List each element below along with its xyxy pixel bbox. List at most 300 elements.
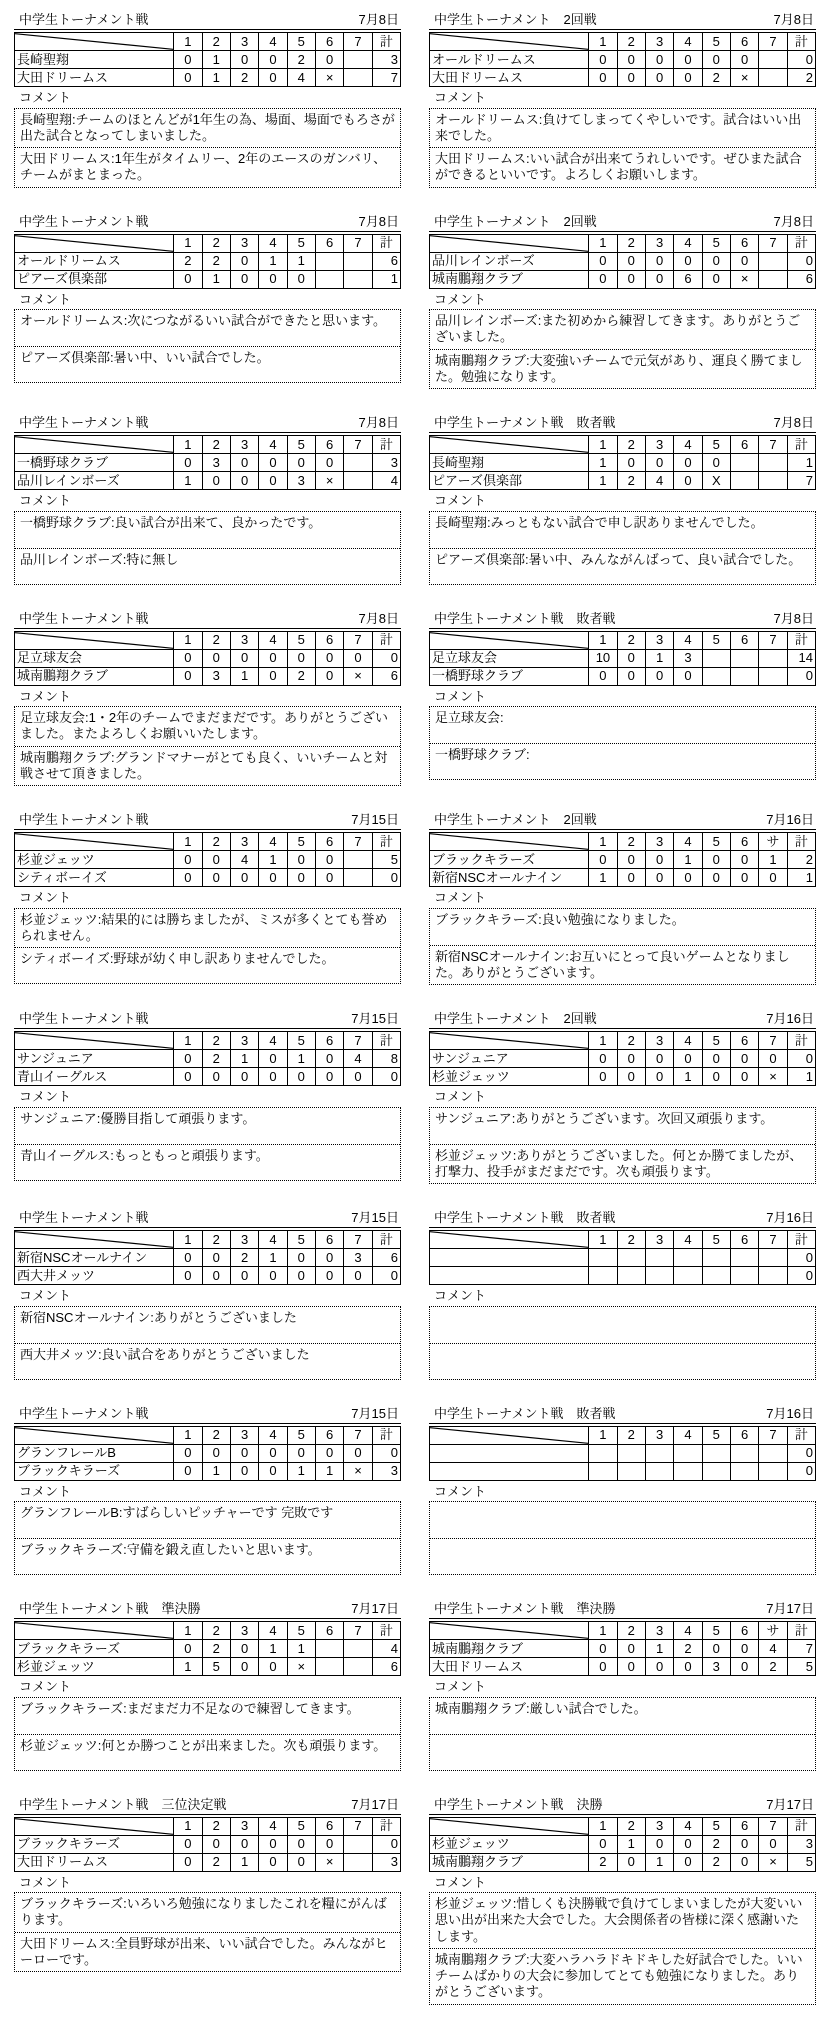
team-name-cell <box>430 1249 589 1267</box>
total-score-cell: 14 <box>787 649 815 667</box>
team-inning-diagonal-cell <box>15 1032 174 1050</box>
inning-score-cell: 4 <box>645 472 673 490</box>
inning-column-header: 4 <box>259 833 287 851</box>
inning-column-header: 3 <box>645 33 673 51</box>
comment-item: 城南鵬翔クラブ:厳しい試合でした。 <box>435 1700 647 1716</box>
inning-column-header: 7 <box>344 33 372 51</box>
total-score-cell: 0 <box>787 1050 815 1068</box>
inning-score-cell: 0 <box>730 1658 758 1676</box>
inning-score-cell: 0 <box>230 1267 258 1285</box>
inning-column-header: 6 <box>315 1231 343 1249</box>
inning-score-cell: 0 <box>589 69 617 87</box>
game-date: 7月8日 <box>358 610 399 626</box>
team-name-cell: 杉並ジェッツ <box>430 1835 589 1853</box>
comments-label: コメント <box>434 1679 487 1695</box>
team-name-cell: オールドリームス <box>15 252 174 270</box>
inning-score-cell: 1 <box>174 472 202 490</box>
inning-column-header: 3 <box>230 1231 258 1249</box>
score-table <box>429 1426 816 1481</box>
inning-score-cell: 0 <box>730 51 758 69</box>
inning-score-cell: 1 <box>589 472 617 490</box>
game-date: 7月8日 <box>773 12 814 27</box>
total-score-cell: 3 <box>372 1462 400 1480</box>
inning-score-cell <box>589 1444 617 1462</box>
inning-score-cell <box>702 1462 730 1480</box>
inning-score-cell: 1 <box>202 1462 230 1480</box>
team-name-cell: ピアーズ倶楽部 <box>15 270 174 288</box>
inning-score-cell <box>702 649 730 667</box>
inning-column-header: 4 <box>674 1032 702 1050</box>
inning-score-cell: 1 <box>759 851 787 869</box>
inning-score-cell: 2 <box>702 1835 730 1853</box>
inning-column-header: 2 <box>617 33 645 51</box>
inning-score-cell <box>730 649 758 667</box>
inning-score-cell <box>730 1462 758 1480</box>
inning-score-cell <box>344 51 372 69</box>
score-table <box>14 1230 401 1285</box>
inning-column-header: 1 <box>589 1622 617 1640</box>
comments-label: コメント <box>19 1288 72 1304</box>
inning-column-header: 計 <box>372 1426 400 1444</box>
total-score-cell: 2 <box>787 69 815 87</box>
inning-score-cell: 0 <box>617 252 645 270</box>
inning-score-cell: 0 <box>730 1050 758 1068</box>
game-header <box>429 1797 816 1815</box>
comments-box <box>14 1306 401 1380</box>
inning-column-header: 1 <box>174 833 202 851</box>
team-row <box>15 69 401 87</box>
inning-column-header: 2 <box>202 1231 230 1249</box>
inning-column-header: 3 <box>645 631 673 649</box>
team-inning-diagonal-cell <box>430 833 589 851</box>
comments-box <box>14 108 401 188</box>
innings-header-row <box>430 436 816 454</box>
inning-column-header: 2 <box>617 234 645 252</box>
inning-score-cell: 3 <box>702 1658 730 1676</box>
inning-score-cell: 0 <box>589 1068 617 1086</box>
inning-column-header: 3 <box>230 1426 258 1444</box>
innings-header-row <box>15 1622 401 1640</box>
inning-score-cell: × <box>730 69 758 87</box>
game-header <box>14 1406 401 1424</box>
total-score-cell: 8 <box>372 1050 400 1068</box>
game-title: 中学生トーナメント戦 <box>19 1011 149 1026</box>
game-date: 7月8日 <box>358 213 399 229</box>
total-score-cell: 0 <box>372 1835 400 1853</box>
inning-score-cell: 0 <box>674 667 702 685</box>
total-score-cell: 2 <box>787 851 815 869</box>
inning-score-cell: 0 <box>174 1444 202 1462</box>
innings-header-row <box>430 1426 816 1444</box>
game-title: 中学生トーナメント戦 <box>19 1210 149 1225</box>
inning-column-header: 4 <box>674 1817 702 1835</box>
inning-score-cell: 0 <box>259 1853 287 1871</box>
game-header <box>429 611 816 629</box>
score-table <box>429 435 816 490</box>
score-table <box>429 1031 816 1086</box>
inning-score-cell: 0 <box>259 51 287 69</box>
inning-score-cell: 0 <box>759 869 787 887</box>
inning-score-cell: × <box>287 1658 315 1676</box>
inning-column-header: 1 <box>589 436 617 454</box>
inning-score-cell: 1 <box>230 667 258 685</box>
game-header <box>14 1601 401 1619</box>
inning-column-header: サ <box>759 1622 787 1640</box>
inning-score-cell: 0 <box>230 1658 258 1676</box>
game-block <box>429 415 816 585</box>
game-block <box>14 1406 401 1576</box>
inning-column-header: 6 <box>315 631 343 649</box>
innings-header-row <box>15 1426 401 1444</box>
game-title: 中学生トーナメント戦 準決勝 <box>19 1601 201 1616</box>
inning-score-cell: 0 <box>617 270 645 288</box>
comment-item: 大田ドリームス:1年生がタイムリー、2年のエースのガンバリ、チームがまとまった。 <box>15 147 400 187</box>
team-inning-diagonal-cell <box>430 1032 589 1050</box>
inning-score-cell: 0 <box>174 667 202 685</box>
team-row <box>15 667 401 685</box>
game-block <box>14 1210 401 1380</box>
inning-score-cell: 0 <box>202 1249 230 1267</box>
inning-score-cell: 0 <box>730 1853 758 1871</box>
inning-score-cell: 0 <box>259 1444 287 1462</box>
team-row <box>430 1835 816 1853</box>
game-block <box>429 214 816 390</box>
team-row <box>430 1853 816 1871</box>
game-date: 7月8日 <box>773 415 814 430</box>
team-name-cell <box>430 1267 589 1285</box>
diagonal-divider <box>15 1427 173 1444</box>
inning-score-cell: 0 <box>315 1267 343 1285</box>
inning-column-header: 1 <box>174 1622 202 1640</box>
comment-item: 品川レインボーズ:また初めから練習してきます。ありがとうございました。 <box>435 313 801 345</box>
inning-column-header: 計 <box>372 1817 400 1835</box>
inning-score-cell <box>315 1658 343 1676</box>
comments-label: コメント <box>19 1483 72 1499</box>
inning-column-header: 6 <box>315 1426 343 1444</box>
inning-score-cell: 0 <box>674 454 702 472</box>
inning-score-cell: 0 <box>645 252 673 270</box>
inning-column-header: 1 <box>174 33 202 51</box>
inning-score-cell: 0 <box>315 851 343 869</box>
comment-item <box>430 1502 815 1538</box>
team-name-cell: 杉並ジェッツ <box>15 1658 174 1676</box>
inning-score-cell: 4 <box>287 69 315 87</box>
team-row <box>15 1267 401 1285</box>
inning-score-cell: 0 <box>230 454 258 472</box>
inning-score-cell: 10 <box>589 649 617 667</box>
inning-score-cell: 1 <box>674 851 702 869</box>
score-table <box>429 32 816 87</box>
inning-score-cell: 0 <box>202 869 230 887</box>
inning-score-cell: 0 <box>645 69 673 87</box>
team-row <box>430 1050 816 1068</box>
comment-item <box>430 1343 815 1379</box>
game-header <box>429 214 816 232</box>
team-row <box>15 1249 401 1267</box>
inning-column-header: 2 <box>617 1817 645 1835</box>
inning-score-cell: 1 <box>174 1658 202 1676</box>
comment-item: 西大井メッツ:良い試合をありがとうございました <box>15 1343 400 1379</box>
inning-column-header: 3 <box>230 1817 258 1835</box>
team-name-cell: 城南鵬翔クラブ <box>430 270 589 288</box>
inning-score-cell: 0 <box>674 869 702 887</box>
comment-item: オールドリームス:次につながるいい試合ができたと思います。 <box>20 313 387 328</box>
inning-score-cell: 3 <box>674 649 702 667</box>
team-name-cell: 杉並ジェッツ <box>15 851 174 869</box>
team-inning-diagonal-cell <box>15 833 174 851</box>
inning-column-header: 7 <box>759 234 787 252</box>
inning-score-cell <box>344 1640 372 1658</box>
inning-column-header: 7 <box>759 33 787 51</box>
comment-item: ピアーズ倶楽部:暑い中、いい試合でした。 <box>15 346 400 382</box>
inning-score-cell: 0 <box>230 1835 258 1853</box>
inning-score-cell: 3 <box>344 1249 372 1267</box>
inning-score-cell <box>759 667 787 685</box>
inning-column-header: 3 <box>230 1032 258 1050</box>
game-date: 7月16日 <box>766 1011 814 1026</box>
inning-score-cell: 0 <box>315 1444 343 1462</box>
comment-item: シティボーイズ:野球が幼く申し訳ありませんでした。 <box>15 947 400 983</box>
inning-score-cell: 0 <box>589 1835 617 1853</box>
inning-score-cell <box>702 1444 730 1462</box>
inning-score-cell: 0 <box>617 51 645 69</box>
comment-item: ブラックキラーズ:いろいろ勉強になりましたこれを糧にがんばります。 <box>20 1896 387 1928</box>
game-date: 7月15日 <box>351 1011 399 1026</box>
inning-score-cell: 0 <box>174 1462 202 1480</box>
inning-score-cell: 1 <box>674 1068 702 1086</box>
inning-score-cell: 3 <box>202 667 230 685</box>
inning-column-header: 7 <box>759 1032 787 1050</box>
score-table <box>14 1031 401 1086</box>
inning-score-cell: 0 <box>617 1658 645 1676</box>
inning-column-header: 4 <box>259 1231 287 1249</box>
inning-score-cell: 0 <box>174 51 202 69</box>
inning-column-header: 3 <box>645 1817 673 1835</box>
inning-score-cell: 0 <box>315 649 343 667</box>
inning-score-cell: × <box>344 1462 372 1480</box>
comment-item: 城南鵬翔クラブ:グランドマナーがとても良く、いいチームと対戦させて頂きました。 <box>15 746 400 786</box>
team-name-cell <box>430 1444 589 1462</box>
inning-score-cell: 0 <box>702 252 730 270</box>
inning-score-cell: 0 <box>287 1835 315 1853</box>
inning-column-header: 2 <box>617 631 645 649</box>
inning-score-cell <box>589 1267 617 1285</box>
inning-score-cell <box>344 1853 372 1871</box>
game-header <box>14 1011 401 1029</box>
inning-score-cell: 0 <box>174 1835 202 1853</box>
team-row <box>430 649 816 667</box>
diagonal-divider <box>430 833 588 850</box>
game-header <box>429 415 816 433</box>
inning-score-cell: 0 <box>617 1640 645 1658</box>
team-row <box>15 51 401 69</box>
inning-column-header: 2 <box>617 833 645 851</box>
team-name-cell: 長崎聖翔 <box>430 454 589 472</box>
score-table <box>429 631 816 686</box>
total-score-cell: 0 <box>787 1444 815 1462</box>
innings-header-row <box>15 1231 401 1249</box>
inning-score-cell: 0 <box>174 270 202 288</box>
inning-score-cell: 0 <box>315 1068 343 1086</box>
inning-score-cell: 0 <box>287 649 315 667</box>
inning-score-cell <box>315 270 343 288</box>
comments-label: コメント <box>434 688 487 704</box>
game-title: 中学生トーナメント戦 <box>19 1405 149 1421</box>
game-block <box>14 12 401 188</box>
inning-column-header: 4 <box>674 1231 702 1249</box>
game-date: 7月17日 <box>351 1796 399 1812</box>
inning-column-header: 6 <box>730 436 758 454</box>
inning-score-cell: 2 <box>702 69 730 87</box>
team-row <box>430 454 816 472</box>
game-title: 中学生トーナメント 2回戦 <box>434 12 597 27</box>
diagonal-divider <box>15 33 173 50</box>
inning-score-cell: 0 <box>645 1835 673 1853</box>
inning-score-cell: 0 <box>589 51 617 69</box>
score-table <box>429 832 816 887</box>
inning-column-header: 7 <box>344 631 372 649</box>
inning-score-cell: × <box>315 472 343 490</box>
inning-score-cell: 0 <box>259 1068 287 1086</box>
team-row <box>15 851 401 869</box>
inning-score-cell: 1 <box>645 1853 673 1871</box>
inning-score-cell: 0 <box>674 1658 702 1676</box>
inning-score-cell: 2 <box>202 1050 230 1068</box>
game-block <box>429 1210 816 1380</box>
inning-score-cell: 0 <box>202 1068 230 1086</box>
inning-score-cell: 0 <box>259 649 287 667</box>
inning-column-header: 3 <box>230 1622 258 1640</box>
game-date: 7月17日 <box>766 1796 814 1812</box>
inning-column-header: 4 <box>259 1426 287 1444</box>
inning-column-header: 2 <box>617 1032 645 1050</box>
inning-score-cell: 0 <box>230 51 258 69</box>
comment-item: 杉並ジェッツ:惜しくも決勝戦で負けてしまいましたが大変いい思い出が出来た大会でした。大会関係者の皆様に深く感謝いたします。 <box>435 1896 803 1944</box>
inning-column-header: 6 <box>315 1817 343 1835</box>
inning-score-cell: 0 <box>730 252 758 270</box>
inning-column-header: 3 <box>645 833 673 851</box>
inning-score-cell: 3 <box>202 454 230 472</box>
score-table <box>14 1426 401 1481</box>
game-header <box>429 1601 816 1619</box>
inning-score-cell: 0 <box>230 270 258 288</box>
inning-score-cell: 1 <box>259 851 287 869</box>
inning-score-cell: 0 <box>287 851 315 869</box>
inning-column-header: 計 <box>372 1032 400 1050</box>
score-table <box>429 1230 816 1285</box>
game-date: 7月17日 <box>351 1601 399 1616</box>
inning-score-cell: 0 <box>230 869 258 887</box>
inning-column-header: 4 <box>674 1622 702 1640</box>
inning-score-cell: 0 <box>645 667 673 685</box>
inning-column-header: 4 <box>674 436 702 454</box>
game-title: 中学生トーナメント戦 <box>19 213 149 229</box>
inning-score-cell <box>759 1267 787 1285</box>
inning-column-header: 1 <box>174 631 202 649</box>
inning-column-header: 7 <box>759 436 787 454</box>
inning-column-header: 3 <box>230 833 258 851</box>
comment-item: サンジュニア:ありがとうございます。次回又頑張ります。 <box>435 1110 774 1126</box>
comments-box <box>14 309 401 383</box>
team-inning-diagonal-cell <box>15 1426 174 1444</box>
comments-label: コメント <box>434 493 487 509</box>
inning-score-cell <box>344 1658 372 1676</box>
inning-column-header: 6 <box>730 1817 758 1835</box>
inning-column-header: 計 <box>372 436 400 454</box>
inning-column-header: 計 <box>372 1231 400 1249</box>
inning-score-cell: 0 <box>344 649 372 667</box>
game-header <box>14 1210 401 1228</box>
inning-score-cell: 2 <box>674 1640 702 1658</box>
inning-score-cell: 0 <box>174 851 202 869</box>
comment-item: ブラックキラーズ:良い勉強になりました。 <box>435 911 685 927</box>
inning-score-cell: 0 <box>645 1050 673 1068</box>
inning-score-cell: 0 <box>259 1462 287 1480</box>
total-score-cell: 3 <box>787 1835 815 1853</box>
inning-score-cell: 0 <box>759 1835 787 1853</box>
total-score-cell: 5 <box>787 1853 815 1871</box>
inning-score-cell: 0 <box>174 454 202 472</box>
team-name-cell: ブラックキラーズ <box>15 1462 174 1480</box>
inning-score-cell <box>344 252 372 270</box>
inning-score-cell: 0 <box>315 51 343 69</box>
inning-column-header: 計 <box>787 1426 815 1444</box>
inning-score-cell: 0 <box>287 1068 315 1086</box>
total-score-cell: 0 <box>787 667 815 685</box>
game-title: 中学生トーナメント戦 敗者戦 <box>434 1210 616 1225</box>
inning-column-header: 4 <box>674 234 702 252</box>
inning-score-cell: 0 <box>230 1068 258 1086</box>
inning-score-cell: 0 <box>645 1658 673 1676</box>
innings-header-row <box>15 833 401 851</box>
inning-score-cell: 0 <box>702 851 730 869</box>
game-block <box>14 611 401 787</box>
inning-score-cell: × <box>344 667 372 685</box>
inning-score-cell: 1 <box>259 1640 287 1658</box>
total-score-cell: 0 <box>372 649 400 667</box>
inning-score-cell: 0 <box>589 270 617 288</box>
comment-item: 城南鵬翔クラブ:大変強いチームで元気があり、運良く勝てました。勉強になります。 <box>430 349 815 389</box>
team-name-cell: 西大井メッツ <box>15 1267 174 1285</box>
inning-column-header: 4 <box>674 1426 702 1444</box>
comment-item: オールドリームス:負けてしまってくやしいです。試合はいい出来でした。 <box>435 111 802 143</box>
inning-column-header: 6 <box>730 1622 758 1640</box>
total-score-cell: 6 <box>372 667 400 685</box>
total-score-cell: 5 <box>372 851 400 869</box>
comment-item: 品川レインボーズ:特に無し <box>15 548 400 584</box>
team-row <box>430 1444 816 1462</box>
team-name-cell: 品川レインボーズ <box>430 252 589 270</box>
total-score-cell: 0 <box>372 1267 400 1285</box>
inning-column-header: 5 <box>287 833 315 851</box>
comment-item: ピアーズ倶楽部:暑い中、みんながんばって、良い試合でした。 <box>430 548 815 584</box>
inning-column-header: 7 <box>344 833 372 851</box>
team-name-cell: ブラックキラーズ <box>15 1835 174 1853</box>
inning-score-cell: 0 <box>315 869 343 887</box>
inning-score-cell: X <box>702 472 730 490</box>
comment-item: 長崎聖翔:みっともない試合で申し訳ありませんでした。 <box>435 514 764 530</box>
inning-score-cell: 0 <box>259 1050 287 1068</box>
team-name-cell: 青山イーグルス <box>15 1068 174 1086</box>
score-table <box>14 435 401 490</box>
inning-score-cell: 1 <box>645 649 673 667</box>
team-row <box>15 1835 401 1853</box>
inning-column-header: 3 <box>230 436 258 454</box>
game-block <box>429 1601 816 1771</box>
game-date: 7月16日 <box>766 812 814 827</box>
diagonal-divider <box>15 436 173 453</box>
comment-item: 大田ドリームス:いい試合が出来てうれしいです。ぜひまた試合ができるといいです。よろしくお願いします。 <box>430 147 815 187</box>
